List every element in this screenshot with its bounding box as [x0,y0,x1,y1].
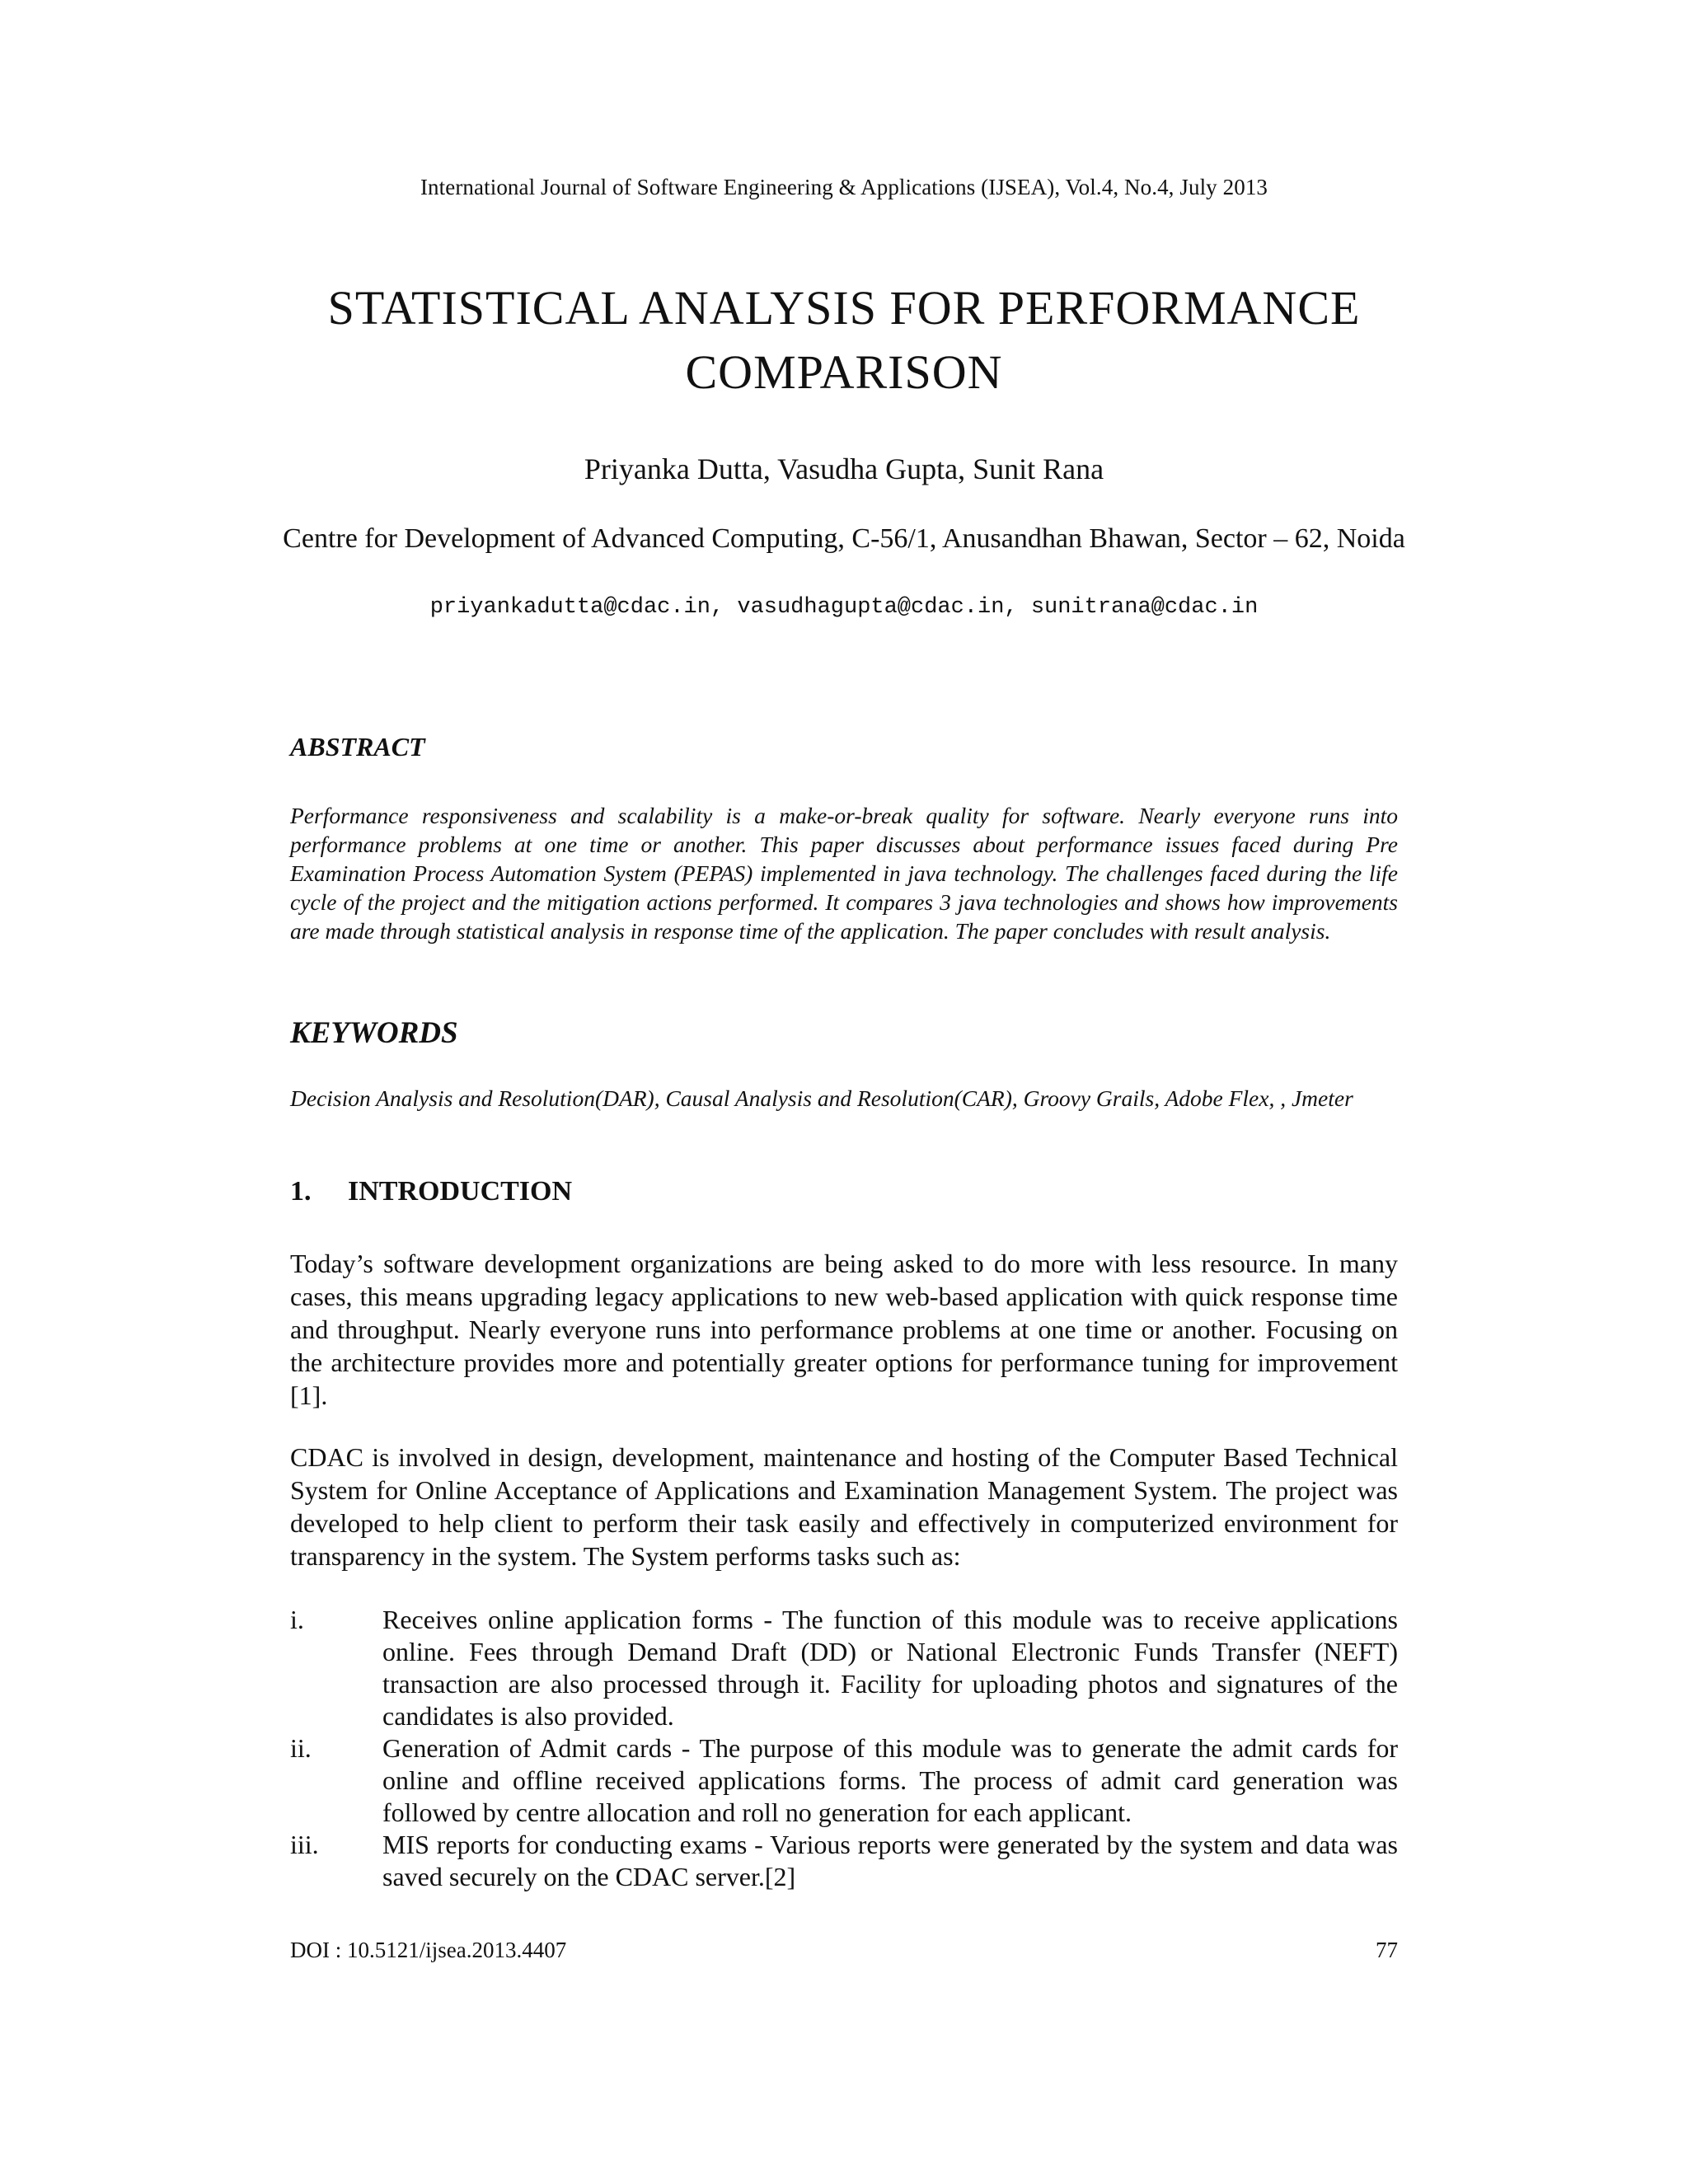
list-item-text: Receives online application forms - The function of this module was to receive applications online. Fees through Demand Draft (DD) or National Electronic Funds Transfer (NEFT) transaction are also processed through it. Facility for uploading photos and signatures of the candidates is also provided. [382,1605,1398,1731]
list-item [290,1829,1398,1893]
author-list: Priyanka Dutta, Vasudha Gupta, Sunit Rana [584,452,1104,485]
author-emails: priyankadutta@cdac.in, vasudhagupta@cdac.in, sunitrana@cdac.in [429,595,1259,620]
list-marker: iii. [290,1830,319,1859]
page-number: 77 [1376,1938,1398,1962]
list-item-text: Generation of Admit cards - The purpose of this module was to generate the admit cards for online and offline received applications forms. The process of admit card generation was followed by centre allocation and roll no generation for each applicant. [382,1733,1398,1827]
list-marker: i. [290,1605,304,1634]
section-heading-introduction [290,1176,572,1207]
keywords-text: Decision Analysis and Resolution(DAR), Causal Analysis and Resolution(CAR), Groovy Grails, Adobe Flex, , Jmeter [290,1085,1353,1111]
author-affiliation: Centre for Development of Advanced Computing, C-56/1, Anusandhan Bhawan, Sector – 62, Noida [283,523,1405,554]
abstract-text: Performance responsiveness and scalability is a make-or-break quality for software. Nearly everyone runs into performance problems at one time or another. This paper discusses about performance issues faced during Pre Examination Process Automation System (PEPAS) implemented in java technology. The challenges faced during the life cycle of the project and the mitigation actions performed. It compares 3 java technologies and shows how improvements are made through statistical analysis in response time of the application. The paper concludes with result analysis. [290,803,1398,944]
list-item [290,1604,1398,1732]
section-number: 1. [290,1176,312,1207]
intro-paragraph: CDAC is involved in design, development, maintenance and hosting of the Computer Based Technical System for Online Acceptance of Applications and Examination Management System. The project was developed to help client to perform their task easily and effectively in computerized environment for transparency in the system. The System performs tasks such as: [290,1442,1398,1571]
doi-footer: DOI : 10.5121/ijsea.2013.4407 [290,1938,567,1962]
section-title: INTRODUCTION [348,1176,573,1207]
abstract-heading: ABSTRACT [290,732,425,762]
journal-header: International Journal of Software Engineering & Applications (IJSEA), Vol.4, No.4, July 2013 [420,175,1268,199]
task-list [290,1604,1398,1893]
list-item [290,1732,1398,1829]
paper-title: STATISTICAL ANALYSIS FOR PERFORMANCE COMPARISON [327,281,1361,399]
list-item-text: MIS reports for conducting exams - Various reports were generated by the system and data was saved securely on the CDAC server.[2] [382,1830,1398,1891]
list-marker: ii. [290,1733,312,1763]
intro-paragraph: Today’s software development organizations are being asked to do more with less resource. In many cases, this means upgrading legacy applications to new web-based application with quick response time and throughput. Nearly everyone runs into performance problems at one time or another. Focusing on the architecture provides more and potentially greater options for performance tuning for improvement [1]. [290,1249,1398,1410]
keywords-heading: KEYWORDS [290,1016,458,1050]
